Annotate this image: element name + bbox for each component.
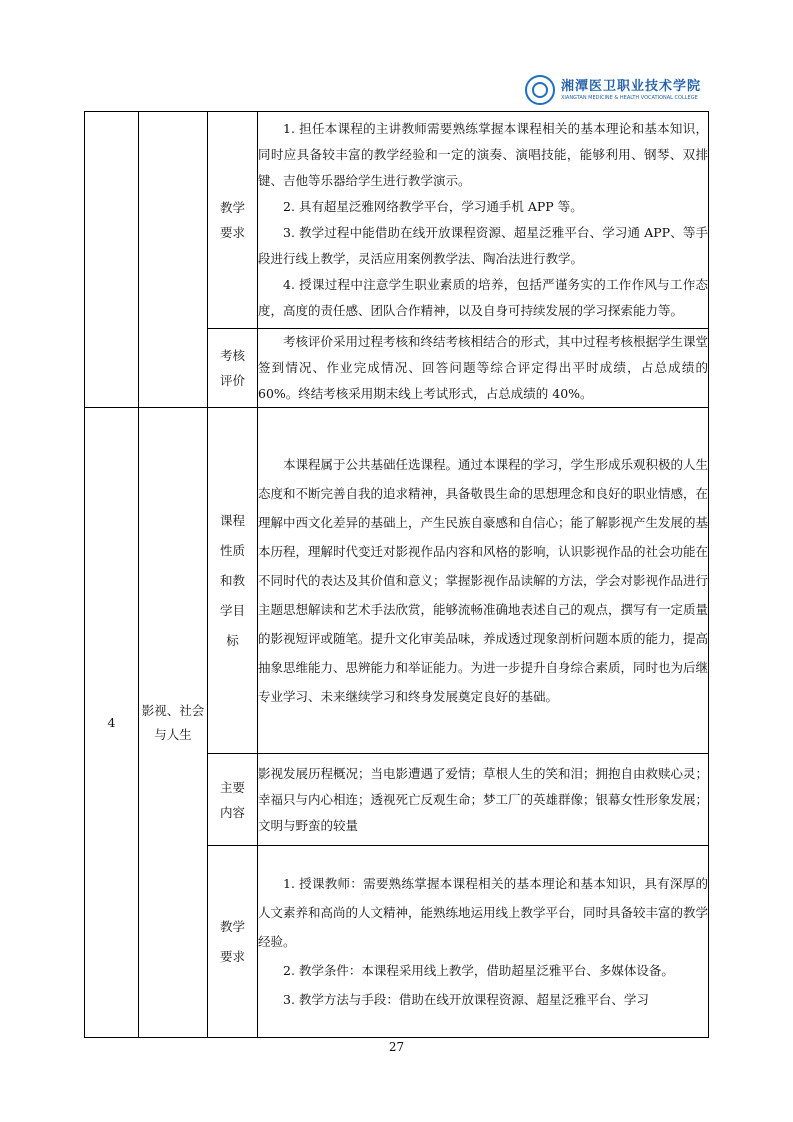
- logo-chinese-name: 湘潭医卫职业技术学院: [561, 78, 702, 94]
- course-name-cell: 影视、社会与人生: [139, 408, 208, 1038]
- main-content-cell: 影视发展历程概况；当电影遭遇了爱情；草根人生的笑和泪；拥抱自由救赎心灵；幸福只与内心相连；透视死亡反观生命；梦工厂的英雄群像；银幕女性形象发展；文明与野蛮的较量: [258, 754, 709, 846]
- page-number: 27: [388, 1040, 405, 1054]
- row-label-nature: 课程 性质 和教 学目 标: [208, 408, 258, 754]
- logo-english-name: XIANGTAN MEDICINE & HEALTH VOCATIONAL COLLEGE: [561, 94, 698, 101]
- nature-content: 本课程属于公共基础任选课程。通过本课程的学习，学生形成乐观积极的人生态度和不断完善自我的追求精神，具备敬畏生命的思想理念和良好的职业情感，在理解中西文化差异的基础上，产生民族自豪感和自信心；能了解影视产生发展的基本历程，理解时代变迁对影视作品内容和风格的影响，认识影视作品的社会功能在不同时代的表达及其价值和意义；掌握影视作品读解的方法，学会对影视作品进行主题思想解读和艺术手法欣赏，能够流畅准确地表述自己的观点，撰写有一定质量的影视短评或随笔。提升文化审美品味，养成透过现象剖析问题本质的能力，提高抽象思维能力、思辨能力和举证能力。为进一步提升自身综合素质，同时也为后继专业学习、未来继续学习和终身发展奠定良好的基础。: [258, 408, 709, 754]
- assessment-content: 考核评价采用过程考核和终结考核相结合的形式，其中过程考核根据学生课堂签到情况、作业完成情况、回答问题等综合评定得出平时成绩，占总成绩的 60%。终结考核采用期末线上考试形式，占总成绩的 40%。: [258, 329, 709, 408]
- course-table: [84, 111, 709, 1038]
- course-number-cell: 4: [85, 408, 139, 1038]
- table-row: [85, 408, 709, 754]
- table-row: [85, 112, 709, 329]
- row-label-requirements: 教学 要求: [208, 846, 258, 1038]
- row-label-assessment: 考核 评价: [208, 329, 258, 408]
- row-label-requirements: 教学 要求: [208, 112, 258, 329]
- requirements-content: 1. 授课教师：需要熟练掌握本课程相关的基本理论和基本知识，具有深厚的人文素养和高尚的人文精神，能熟练地运用线上教学平台，同时具备较丰富的教学经验。 2. 教学条件：本课程采用线上教学，借助超星泛雅平台、多媒体设备。 3. 教学方法与手段：借助在线开放课程资源、超星泛雅平台、学习: [258, 846, 709, 1038]
- course-number-cell: [85, 112, 139, 408]
- college-emblem-icon: [525, 75, 555, 105]
- course-name-cell: [139, 112, 208, 408]
- requirements-content: 1. 担任本课程的主讲教师需要熟练掌握本课程相关的基本理论和基本知识，同时应具备较丰富的教学经验和一定的演奏、演唱技能，能够利用、钢琴、双排键、吉他等乐器给学生进行教学演示。 2. 具有超星泛雅网络教学平台，学习通手机 APP 等。 3. 教学过程中能借助在线开放课程资源、超星泛雅平台、学习通 APP、等手段进行线上教学，灵活应用案例教学法、陶冶法进行教学。 4. 授课过程中注意学生职业素质的培养，包括严谨务实的工作作风与工作态度，高度的责任感、团队合作精神，以及自身可持续发展的学习探索能力等。: [258, 112, 709, 329]
- college-logo: [525, 72, 705, 108]
- row-label-content: 主要 内容: [208, 754, 258, 846]
